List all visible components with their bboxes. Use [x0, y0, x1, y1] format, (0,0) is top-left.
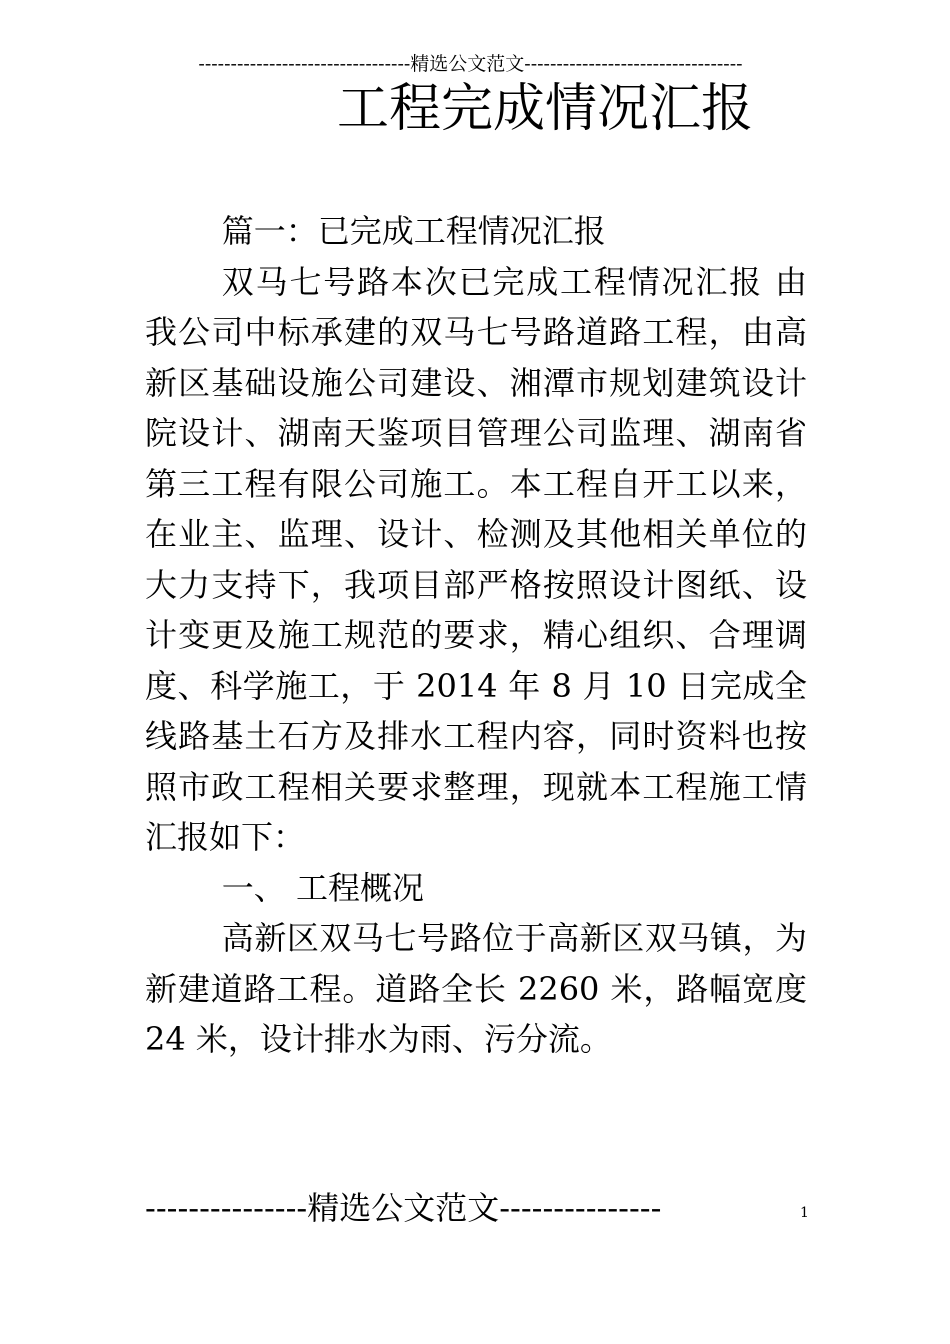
body-paragraph: 双马七号路本次已完成工程情况汇报 由我公司中标承建的双马七号路道路工程，由高新区基础设施公司建设、湘潭市规划建筑设计院设计、湖南天鉴项目管理公司监理、湖南省第三工程有限公司施工。本工程自开工以来，在业主、监理、设计、检测及其他相关单位的大力支持下，我项目部严格按照设计图纸、设计变更及施工规范的要求，精心组织、合理调度、科学施工，于 2014 年 8 月 10 日完成全线路基土石方及排水工程内容，同时资料也按照市政工程相关要求整理，现就本工程施工情汇报如下： [145, 262, 807, 856]
page-header: ---------------------------------精选公文范文---------------------------------- [198, 53, 743, 75]
body-paragraph: 高新区双马七号路位于高新区双马镇，为新建道路工程。道路全长 2260 米，路幅宽度 24 米，设计排水为雨、污分流。 [145, 919, 807, 1058]
section-heading: 篇一：已完成工程情况汇报 [221, 212, 606, 250]
document-body [145, 206, 807, 1065]
page-footer: ---------------精选公文范文--------------- [145, 1189, 662, 1227]
subsection-heading: 一、 工程概况 [221, 868, 424, 907]
document-title: 工程完成情况汇报 [336, 79, 753, 139]
page-number: 1 [800, 1205, 809, 1221]
